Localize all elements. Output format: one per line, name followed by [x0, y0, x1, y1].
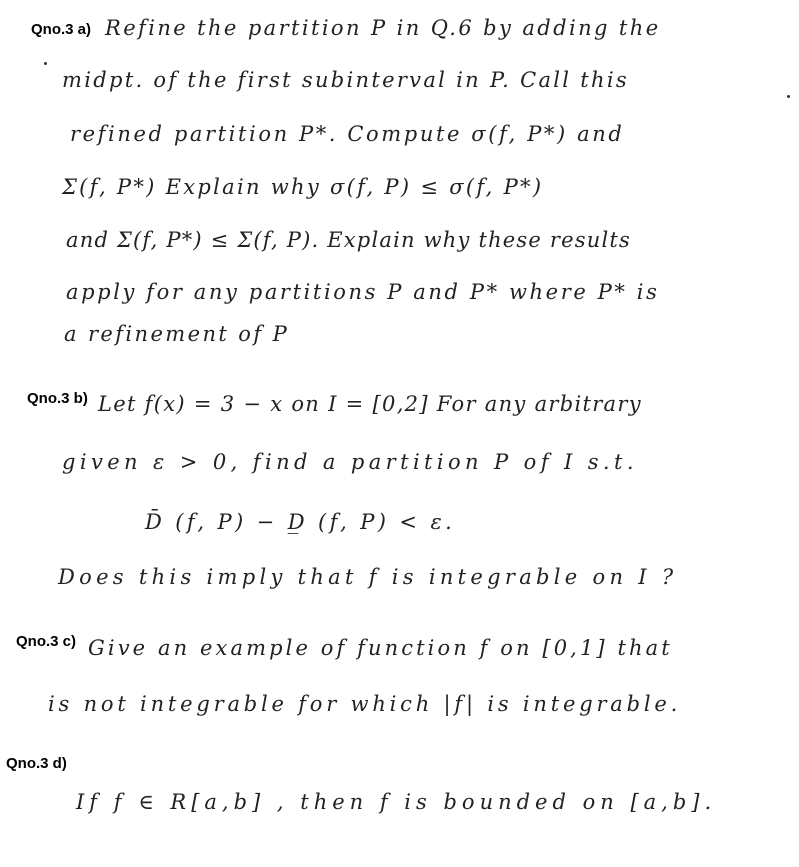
- stray-ink-dot: [44, 62, 47, 65]
- question-3a-line-4: Σ(f, P*) Explain why σ(f, P) ≤ σ(f, P*): [62, 175, 544, 199]
- question-3d-label: Qno.3 d): [6, 755, 67, 772]
- question-3d-line-1: If f ∈ R[a,b] , then f is bounded on [a,b].: [76, 790, 717, 814]
- question-3c-line-1: Give an example of function f on [0,1] that: [88, 636, 673, 660]
- question-3a-line-6: apply for any partitions P and P* where P* is: [66, 280, 660, 304]
- question-3c-line-2: is not integrable for which |f| is integrable.: [48, 692, 682, 716]
- question-3a-line-2: midpt. of the first subinterval in P. Call this: [62, 68, 629, 92]
- stray-ink-dot: [787, 95, 790, 98]
- question-3b-line-1: Let f(x) = 3 − x on I = [0,2] For any arbitrary: [98, 392, 642, 416]
- question-3a-line-5: and Σ(f, P*) ≤ Σ(f, P). Explain why these results: [66, 228, 632, 252]
- question-3b-line-4: Does this imply that f is integrable on I ?: [58, 565, 678, 589]
- question-3b-line-2: given ε > 0, find a partition P of I s.t.: [62, 450, 638, 474]
- question-3a-label: Qno.3 a): [31, 21, 92, 38]
- question-3a-line-7: a refinement of P: [64, 322, 290, 346]
- question-3a-line-3: refined partition P*. Compute σ(f, P*) and: [70, 122, 625, 146]
- question-3b-line-3: D̄ (f, P) − D̲ (f, P) < ε.: [145, 510, 456, 534]
- question-3c-label: Qno.3 c): [16, 633, 77, 650]
- question-3b-label: Qno.3 b): [27, 390, 88, 407]
- question-3a-line-1: Refine the partition P in Q.6 by adding the: [105, 16, 661, 40]
